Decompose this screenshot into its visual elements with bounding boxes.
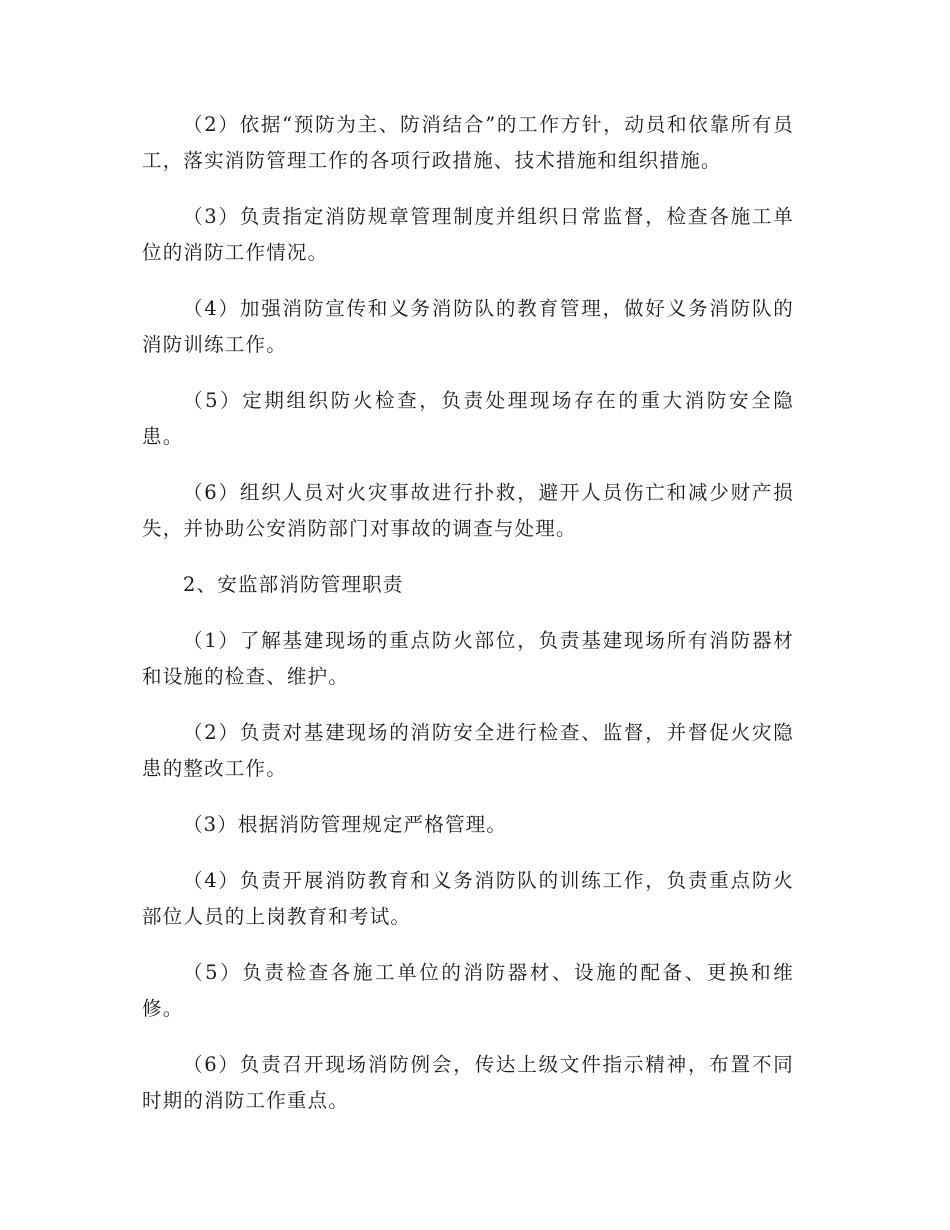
paragraph-item-3b: （3）根据消防管理规定严格管理。 — [182, 813, 508, 836]
paragraph-item-4: （4）加强消防宣传和义务消防队的教育管理，做好义务消防队的消防训练工作。 — [142, 297, 794, 356]
document-body — [142, 107, 794, 1139]
section-heading: 2、安监部消防管理职责 — [182, 573, 404, 596]
paragraph-item-1: （1）了解基建现场的重点防火部位，负责基建现场所有消防器材和设施的检查、维护。 — [142, 629, 794, 688]
paragraph-item-3: （3）负责指定消防规章管理制度并组织日常监督，检查各施工单位的消防工作情况。 — [142, 205, 794, 264]
paragraph-item-5b: （5）负责检查各施工单位的消防器材、设施的配备、更换和维修。 — [142, 961, 794, 1020]
paragraph-item-2: （2）依据“预防为主、防消结合”的工作方针，动员和依靠所有员工，落实消防管理工作的各项行政措施、技术措施和组织措施。 — [142, 113, 794, 172]
paragraph-item-6b: （6）负责召开现场消防例会，传达上级文件指示精神，布置不同时期的消防工作重点。 — [142, 1053, 794, 1112]
paragraph-item-4b: （4）负责开展消防教育和义务消防队的训练工作，负责重点防火部位人员的上岗教育和考试。 — [142, 869, 794, 928]
paragraph-item-5: （5）定期组织防火检查，负责处理现场存在的重大消防安全隐患。 — [142, 389, 794, 448]
paragraph-item-6: （6）组织人员对火灾事故进行扑救，避开人员伤亡和减少财产损失，并协助公安消防部门对事故的调查与处理。 — [142, 481, 794, 540]
paragraph-item-2b: （2）负责对基建现场的消防安全进行检查、监督，并督促火灾隐患的整改工作。 — [142, 721, 794, 780]
